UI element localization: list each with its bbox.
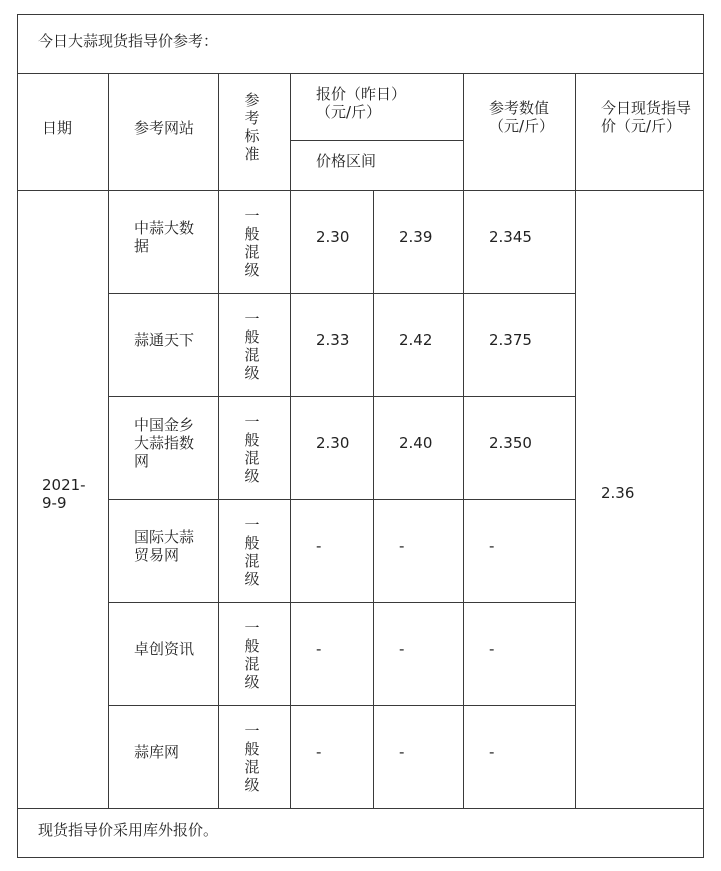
header-ref-value: 参考数值（元/斤） <box>489 99 555 135</box>
table-rule <box>108 293 576 294</box>
high-price-cell: 2.40 <box>399 434 433 452</box>
table-rule <box>17 190 704 191</box>
standard-cell: 一般混级 <box>244 722 260 794</box>
low-price-cell: - <box>316 640 322 658</box>
table-rule <box>108 499 576 500</box>
table-rule <box>108 602 576 603</box>
ref-value-cell: 2.375 <box>489 331 532 349</box>
low-price-cell: - <box>316 743 322 761</box>
table-rule <box>17 73 704 74</box>
table-border-top <box>17 14 704 15</box>
table-footnote: 现货指导价采用库外报价。 <box>38 821 219 839</box>
low-price-cell: 2.33 <box>316 331 350 349</box>
high-price-cell: 2.42 <box>399 331 433 349</box>
header-standard: 参考标准 <box>244 91 260 163</box>
table-rule <box>17 808 704 809</box>
high-price-cell: 2.39 <box>399 228 433 246</box>
table-rule <box>108 705 576 706</box>
high-price-cell: - <box>399 743 405 761</box>
site-cell: 卓创资讯 <box>134 640 195 658</box>
table-rule <box>575 73 576 809</box>
site-cell: 中蒜大数据 <box>134 219 195 255</box>
table-rule <box>290 140 464 141</box>
header-range: 价格区间 <box>316 152 377 170</box>
ref-value-cell: 2.345 <box>489 228 532 246</box>
header-site: 参考网站 <box>134 119 195 137</box>
table-rule <box>463 73 464 809</box>
standard-cell: 一般混级 <box>244 310 260 382</box>
today-price-cell: 2.36 <box>601 484 635 502</box>
standard-cell: 一般混级 <box>244 413 260 485</box>
ref-value-cell: - <box>489 537 495 555</box>
low-price-cell: - <box>316 537 322 555</box>
table-rule <box>108 73 109 809</box>
low-price-cell: 2.30 <box>316 434 350 452</box>
header-date: 日期 <box>42 119 73 137</box>
table-rule <box>373 190 374 809</box>
header-quote: 报价（昨日）（元/斤） <box>316 85 407 121</box>
high-price-cell: - <box>399 640 405 658</box>
table-rule <box>290 73 291 809</box>
table-border-right <box>703 14 704 858</box>
ref-value-cell: 2.350 <box>489 434 532 452</box>
standard-cell: 一般混级 <box>244 207 260 279</box>
standard-cell: 一般混级 <box>244 516 260 588</box>
ref-value-cell: - <box>489 743 495 761</box>
low-price-cell: 2.30 <box>316 228 350 246</box>
price-table <box>17 14 704 858</box>
site-cell: 蒜通天下 <box>134 331 195 349</box>
standard-cell: 一般混级 <box>244 619 260 691</box>
site-cell: 国际大蒜贸易网 <box>134 528 195 564</box>
table-border-bottom <box>17 857 704 858</box>
table-rule <box>108 396 576 397</box>
site-cell: 中国金乡大蒜指数网 <box>134 416 195 470</box>
header-today-price: 今日现货指导价（元/斤） <box>601 99 692 135</box>
table-title: 今日大蒜现货指导价参考： <box>38 32 219 50</box>
high-price-cell: - <box>399 537 405 555</box>
date-cell: 2021-9-9 <box>42 476 86 512</box>
table-border-left <box>17 14 18 858</box>
site-cell: 蒜库网 <box>134 743 180 761</box>
ref-value-cell: - <box>489 640 495 658</box>
table-rule <box>218 73 219 809</box>
